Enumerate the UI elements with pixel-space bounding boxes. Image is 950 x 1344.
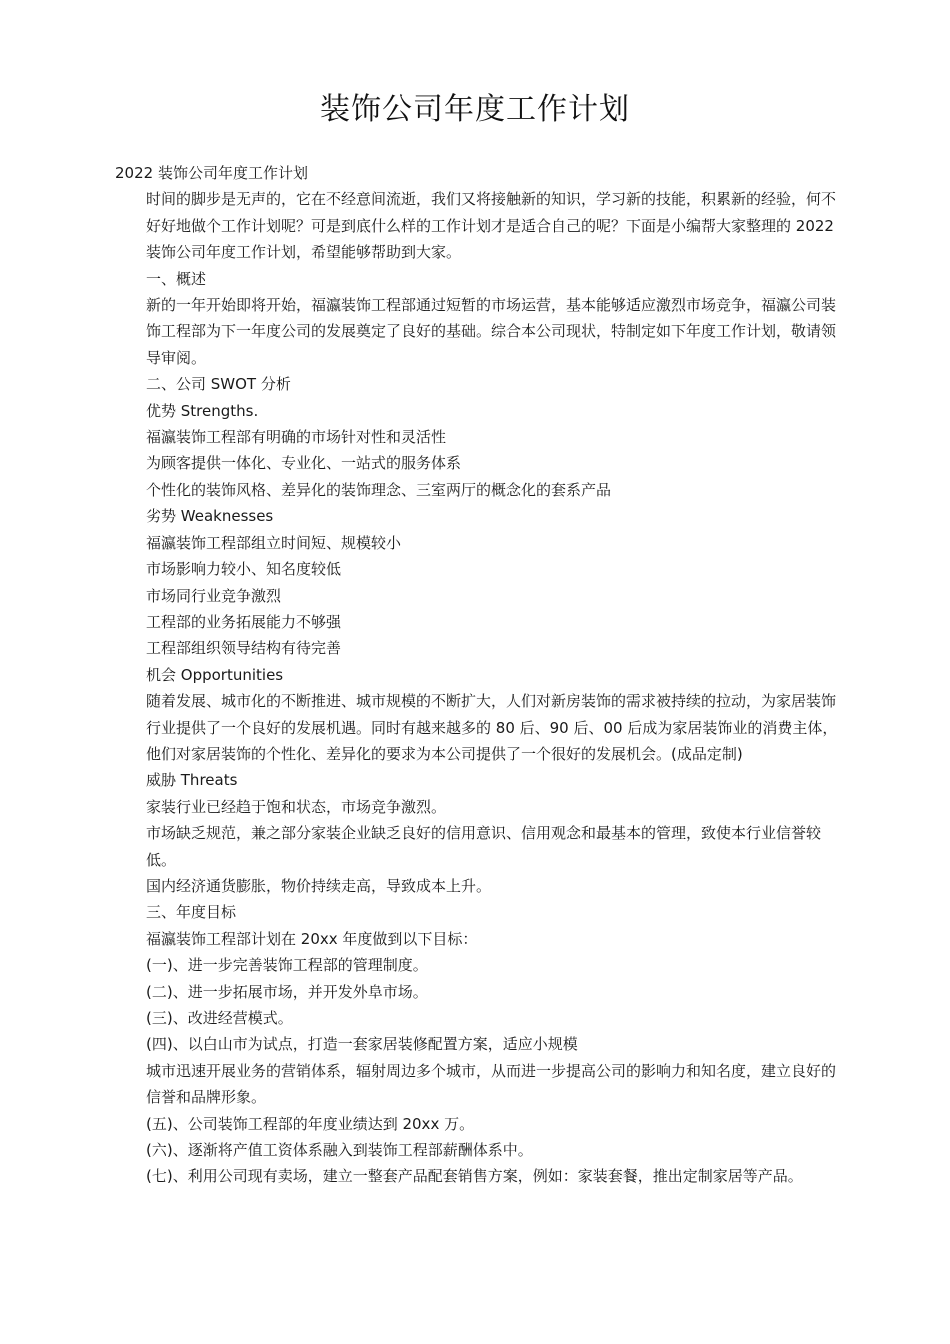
list-item: 福瀛装饰工程部组立时间短、规模较小 xyxy=(146,533,402,552)
list-item: 个性化的装饰风格、差异化的装饰理念、三室两厅的概念化的套系产品 xyxy=(146,480,612,499)
list-item: 福瀛装饰工程部有明确的市场针对性和灵活性 xyxy=(146,428,447,447)
section-heading-swot: 二、公司 SWOT 分析 xyxy=(146,375,291,394)
goal-item: (二)、进一步拓展市场，并开发外阜市场。 xyxy=(146,982,428,1001)
list-item: 市场影响力较小、知名度较低 xyxy=(146,560,342,579)
paragraph-opportunities: 随着发展、城市化的不断推进、城市规模的不断扩大，人们对新房装饰的需求被持续的拉动，为家居装饰行业提供了一个良好的发展机遇。同时有越来越多的 80 后、90 后、00 后成为家居装饰业的消费主体，他们对家居装饰的个性化、差异化的要求为本公司提供了一个很好的发展机会。(成品定制) xyxy=(146,692,838,763)
list-item: 工程部组织领导结构有待完善 xyxy=(146,639,342,658)
goal-item: (一)、进一步完善装饰工程部的管理制度。 xyxy=(146,956,428,975)
document-title: 装饰公司年度工作计划 xyxy=(320,92,630,127)
paragraph-subtitle: 2022 装饰公司年度工作计划 xyxy=(115,164,308,182)
list-item: 为顾客提供一体化、专业化、一站式的服务体系 xyxy=(146,454,462,473)
paragraph-goals-intro: 福瀛装饰工程部计划在 20xx 年度做到以下目标： xyxy=(146,929,478,948)
subheading-strengths: 优势 Strengths. xyxy=(146,401,259,420)
paragraph-intro: 时间的脚步是无声的，它在不经意间流逝，我们又将接触新的知识，学习新的技能，积累新的经验，何不好好地做个工作计划呢？可是到底什么样的工作计划才是适合自己的呢？下面是小编帮大家整理的 2022 装饰公司年度工作计划，希望能够帮助到大家。 xyxy=(146,190,837,262)
goal-item: (五)、公司装饰工程部的年度业绩达到 20xx 万。 xyxy=(146,1114,475,1133)
goal-item: (四)、以白山市为试点，打造一套家居装修配置方案，适应小规模 xyxy=(146,1035,578,1054)
list-item: 家装行业已经趋于饱和状态，市场竞争激烈。 xyxy=(146,797,447,816)
paragraph-threats: 市场缺乏规范，兼之部分家装企业缺乏良好的信用意识、信用观念和最基本的管理，致使本行业信誉较低。 xyxy=(146,824,822,869)
list-item: 国内经济通货膨胀，物价持续走高，导致成本上升。 xyxy=(146,876,492,895)
subheading-opportunities: 机会 Opportunities xyxy=(146,665,284,684)
goal-item: (七)、利用公司现有卖场，建立一整套产品配套销售方案，例如：家装套餐，推出定制家居等产品。 xyxy=(146,1167,803,1186)
list-item: 市场同行业竞争激烈 xyxy=(146,586,282,605)
subheading-threats: 威胁 Threats xyxy=(146,771,238,790)
goal-item: (六)、逐渐将产值工资体系融入到装饰工程部薪酬体系中。 xyxy=(146,1141,533,1160)
paragraph-goal-continuation: 城市迅速开展业务的营销体系，辐射周边多个城市，从而进一步提高公司的影响力和知名度，建立良好的信誉和品牌形象。 xyxy=(146,1061,837,1107)
list-item: 工程部的业务拓展能力不够强 xyxy=(146,612,342,631)
paragraph-overview: 新的一年开始即将开始，福瀛装饰工程部通过短暂的市场运营，基本能够适应激烈市场竞争，福瀛公司装饰工程部为下一年度公司的发展奠定了良好的基础。综合本公司现状，特制定如下年度工作计划，敬请领导审阅。 xyxy=(146,296,837,367)
document-body xyxy=(115,160,850,1190)
goal-item: (三)、改进经营模式。 xyxy=(146,1009,293,1027)
section-heading-goals: 三、年度目标 xyxy=(146,903,237,922)
subheading-weaknesses: 劣势 Weaknesses xyxy=(146,507,274,526)
section-heading-overview: 一、概述 xyxy=(146,269,207,288)
